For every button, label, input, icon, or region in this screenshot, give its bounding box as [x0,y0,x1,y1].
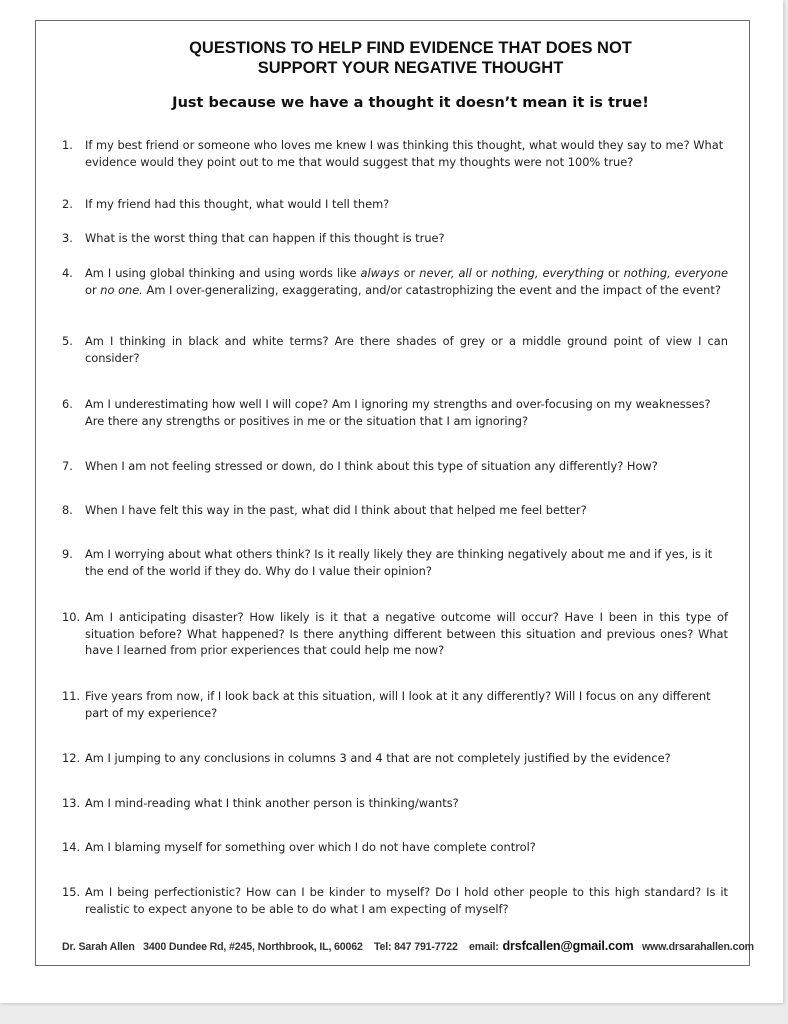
question-text: What is the worst thing that can happen if this thought is true? [85,231,445,245]
question-13 [62,795,728,812]
question-number: 15. [62,885,81,899]
footer-email[interactable]: drsfcallen@gmail.com [502,939,634,953]
question-text: Am I worrying about what others think? Is it really likely they are thinking negatively about me and if yes, is it the end of the world if they do. Why do I value their opinion? [85,547,713,578]
question-number: 9. [62,547,73,561]
question-text: Am I being perfectionistic? How can I be kinder to myself? Do I hold other people to this high standard? Is it realistic to expect anyone to be able to do what I am expecting of myself? [85,885,728,916]
question-5 [62,333,728,366]
question-text: Am I thinking in black and white terms? Are there shades of grey or a middle ground point of view I can consider? [85,334,728,365]
title-line-2: SUPPORT YOUR NEGATIVE THOUGHT [257,59,564,77]
question-number: 7. [62,459,73,473]
question-number: 2. [62,197,73,211]
question-number: 6. [62,397,73,411]
question-15 [62,884,728,917]
question-text: Am I anticipating disaster? How likely is it that a negative outcome will occur? Have I been in this type of situation before? What happened? Is there anything different between this situation and previous ones? What have I learned from prior experiences that could help me now? [85,610,728,658]
title-line-1: QUESTIONS TO HELP FIND EVIDENCE THAT DOES NOT [189,39,632,57]
question-text: If my friend had this thought, what would I tell them? [85,197,390,211]
question-text: Am I using global thinking and using words like always or never, all or nothing, everything or nothing, everyone or no one. Am I over-generalizing, exaggerating, and/or catastrophizing the event and the impact of the event? [85,266,729,297]
footer-website[interactable]: www.drsarahallen.com [641,941,754,953]
question-3 [62,230,728,247]
question-7 [62,458,728,475]
question-number: 8. [62,503,73,517]
question-number: 14. [62,840,81,854]
question-number: 13. [62,796,81,810]
question-number: 11. [62,689,81,703]
question-9 [62,546,728,579]
question-number: 4. [62,266,73,280]
question-4 [62,265,728,298]
question-text: Five years from now, if I look back at this situation, will I look at it any differently? Will I focus on any different part of my experience? [85,689,711,720]
footer-phone: Tel: 847 791-7722 [373,941,458,953]
question-8 [62,502,728,519]
question-number: 1. [62,138,73,152]
question-12 [62,750,728,767]
question-2 [62,196,728,213]
question-6 [62,396,728,429]
question-text: When I am not feeling stressed or down, do I think about this type of situation any differently? How? [85,459,658,473]
document-title [35,38,786,78]
question-1 [62,137,728,170]
question-text: Am I jumping to any conclusions in columns 3 and 4 that are not completely justified by the evidence? [85,751,671,765]
question-11 [62,688,728,721]
question-14 [62,839,728,856]
question-number: 10. [62,610,81,624]
question-text: Am I blaming myself for something over which I do not have complete control? [85,840,536,854]
document-subtitle: Just because we have a thought it doesn’t mean it is true! [172,95,649,111]
footer-email-label: email: [468,941,499,953]
question-text: When I have felt this way in the past, what did I think about that helped me feel better? [85,503,587,517]
question-number: 3. [62,231,73,245]
question-10 [62,609,728,659]
question-number: 12. [62,751,81,765]
question-text: If my best friend or someone who loves me knew I was thinking this thought, what would they say to me? What evidence would they point out to me that would suggest that my thoughts were not 100% true? [85,138,724,169]
question-number: 5. [62,334,73,348]
question-text: Am I underestimating how well I will cope? Am I ignoring my strengths and over-focusing on my weaknesses? Are there any strengths or positives in me or the situation that I am ignoring? [85,397,711,428]
footer-address: 3400 Dundee Rd, #245, Northbrook, IL, 60062 [143,941,363,953]
footer-name: Dr. Sarah Allen [62,941,135,953]
question-text: Am I mind-reading what I think another person is thinking/wants? [85,796,459,810]
document-footer [62,939,754,953]
